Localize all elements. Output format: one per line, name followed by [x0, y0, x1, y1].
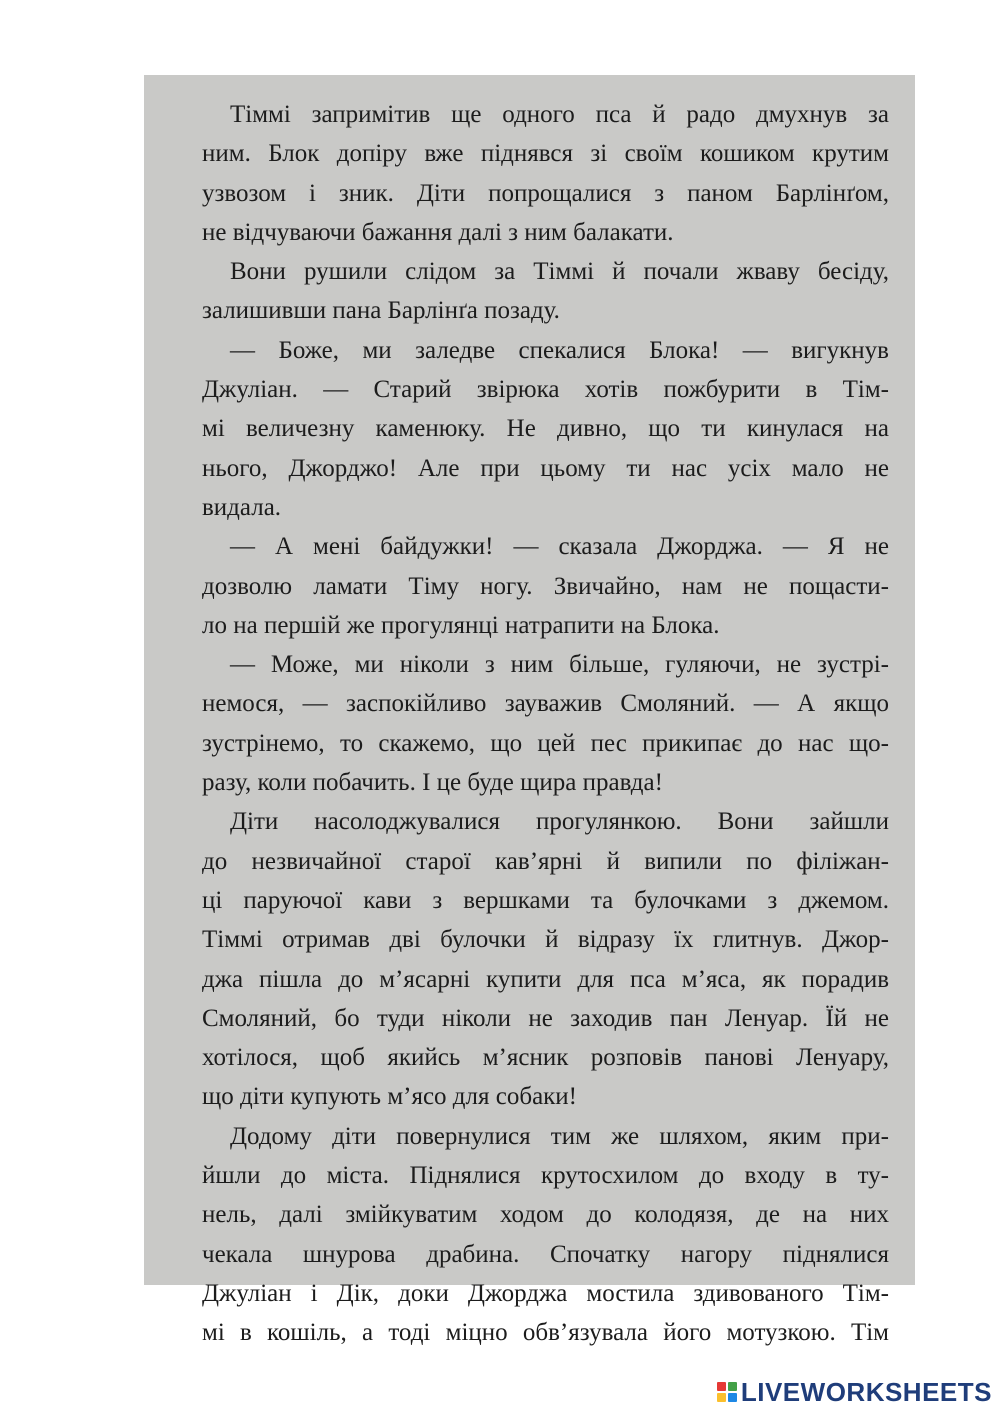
text-line: нель, далі змійкуватим ходом до колодязя, де на них [202, 1201, 889, 1229]
text-line: узвозом і зник. Діти попрощалися з паном Барлінґом, [202, 179, 889, 207]
text-line: видала. [202, 493, 282, 521]
text-line: джа пішла до м’ясарні купити для пса м’яса, як порадив [202, 965, 889, 993]
text-line: разу, коли побачить. І це буде щира правда! [202, 769, 663, 797]
text-line: хотілося, щоб якийсь м’ясник розповів панові Ленуару, [202, 1044, 889, 1072]
logo-square [717, 1393, 726, 1402]
text-line: Тіммі запримітив ще одного пса й радо дмухнув за [230, 101, 889, 128]
text-line: залишивши пана Барлінґа позаду. [202, 297, 560, 325]
text-line: не відчуваючи бажання далі з ним балакати. [202, 218, 674, 246]
text-line: чекала шнурова драбина. Спочатку нагору піднялися [202, 1240, 889, 1268]
page-text [202, 95, 889, 1353]
text-line: дозволю ламати Тіму ногу. Звичайно, нам не пощасти- [202, 572, 889, 600]
text-line: — А мені байдужки! — сказала Джорджа. — Я не [230, 533, 889, 561]
text-line: — Боже, ми заледве спекалися Блока! — вигукнув [230, 336, 889, 364]
text-line: нього, Джорджо! Але при цьому ти нас усіх мало не [202, 454, 889, 482]
text-line: немося, — заспокійливо зауважив Смоляний. — А якщо [202, 690, 889, 718]
liveworksheets-logo-icon [717, 1382, 737, 1402]
text-line: ним. Блок допіру вже піднявся зі своїм кошиком крутим [202, 140, 889, 168]
liveworksheets-wordmark: LIVEWORKSHEETS [740, 1376, 992, 1407]
text-line: Джуліан і Дік, доки Джорджа мостила здивованого Тім- [202, 1279, 889, 1307]
logo-square [728, 1393, 737, 1402]
text-line: Додому діти повернулися тим же шляхом, яким при- [230, 1122, 889, 1150]
text-line: Смоляний, бо туди ніколи не заходив пан Ленуар. Їй не [202, 1004, 889, 1032]
scanned-book-page [144, 75, 915, 1347]
text-line: мі величезну каменюку. Не дивно, що ти кинулася на [202, 415, 889, 443]
logo-square [728, 1382, 737, 1391]
text-line: — Може, ми ніколи з ним більше, гуляючи, не зустрі- [230, 651, 889, 679]
text-line: Діти насолоджувалися прогулянкою. Вони зайшли [230, 808, 889, 836]
text-line: ло на першій же прогулянці натрапити на Блока. [202, 611, 720, 639]
logo-square [717, 1382, 726, 1391]
text-line: до незвичайної старої кав’ярні й випили по філіжан- [202, 847, 889, 875]
text-line: ці паруючої кави з вершками та булочками з джемом. [202, 886, 889, 914]
text-line: Тіммі отримав дві булочки й відразу їх глитнув. Джор- [202, 926, 889, 954]
text-line: зустрінемо, то скажемо, що цей пес прикипає до нас що- [202, 729, 889, 757]
liveworksheets-watermark [717, 1377, 992, 1407]
text-line: мі в кошіль, а тоді міцно обв’язувала його мотузкою. Тім [202, 1319, 889, 1347]
text-line: йшли до міста. Піднялися крутосхилом до входу в ту- [202, 1162, 889, 1190]
text-line: Джуліан. — Старий звірюка хотів пожбурити в Тім- [202, 376, 889, 404]
text-line: Вони рушили слідом за Тіммі й почали жваву бесіду, [230, 258, 889, 286]
text-line: що діти купують м’ясо для собаки! [202, 1083, 578, 1111]
